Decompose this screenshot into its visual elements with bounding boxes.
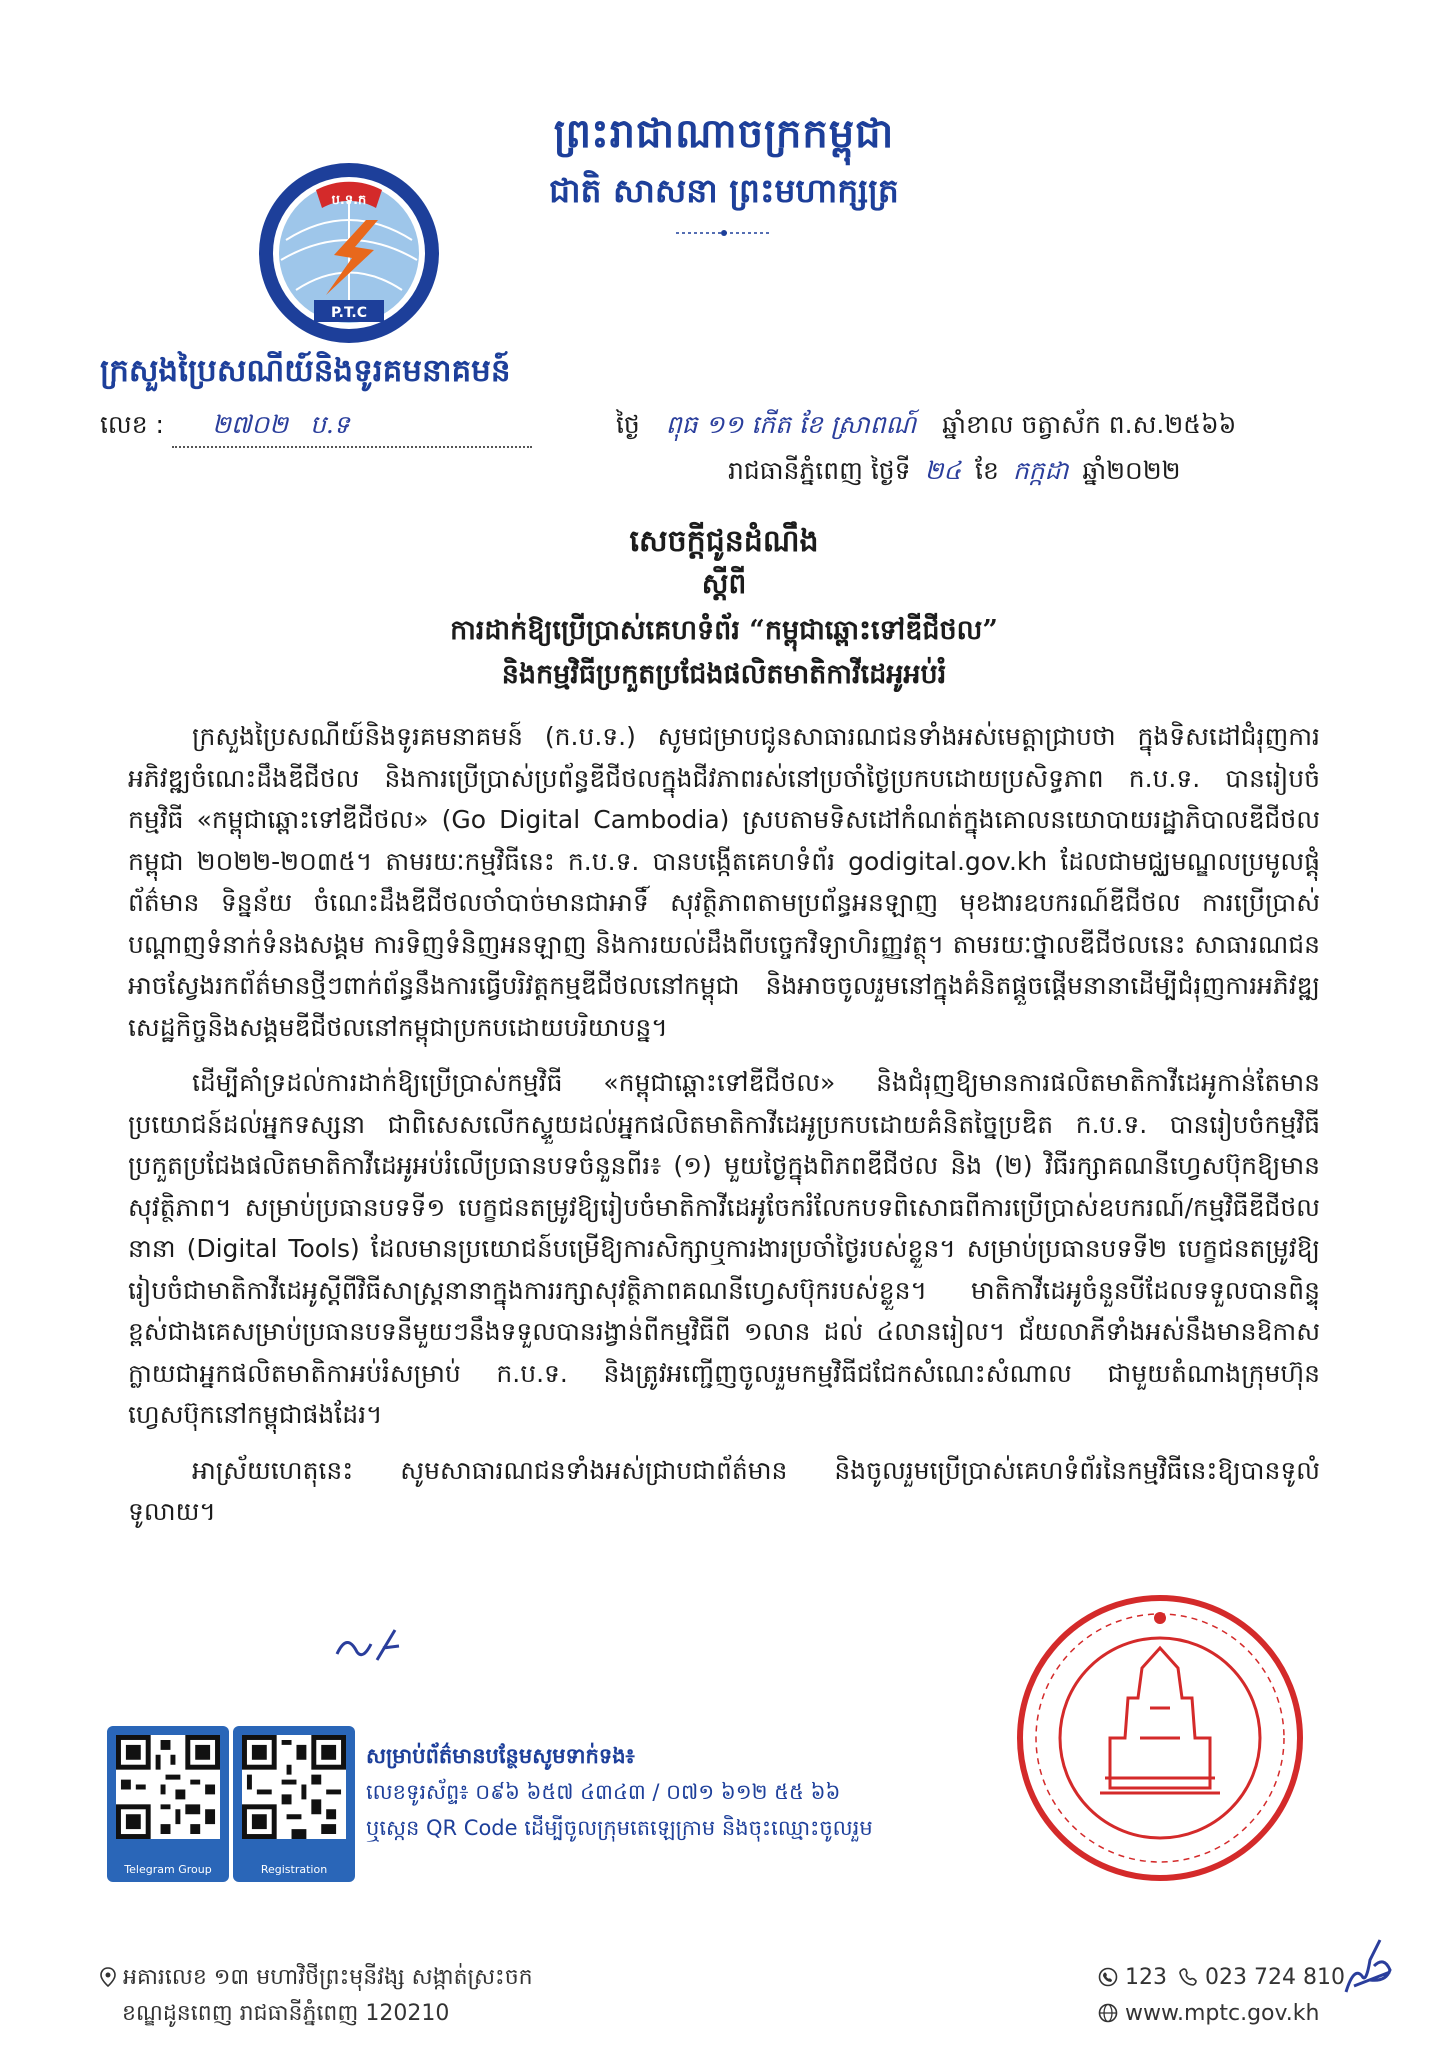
lunar-day: ពុធ ១១ កើត ខែ ស្រាពណ៍ (665, 410, 917, 439)
reference-suffix: ប.ទ (309, 410, 350, 439)
notice-subject-line1: ការដាក់ឱ្យប្រើប្រាស់គេហទំព័រ “កម្ពុជាឆ្ពោះទៅឌីជីថល” (450, 615, 998, 646)
contact-qr-note: ឬស្កេន QR Code ដើម្បីចូលក្រុមតេឡេក្រាម និងចុះឈ្មោះចូលរួម (366, 1816, 873, 1840)
phone-icon (1178, 1967, 1198, 1987)
kingdom-title: ព្រះរាជាណាចក្រកម្ពុជា (553, 110, 895, 157)
contact-phones: លេខទូរស័ព្ទ៖ ០៩៦ ៦៥៧ ៤៣៤៣ / ០៧១ ៦១២ ៥៥ ៦៦ (366, 1780, 841, 1804)
registration-qr-caption: Registration (260, 1863, 328, 1876)
hotline-icon (1098, 1967, 1118, 1987)
telegram-qr-code[interactable] (116, 1735, 220, 1839)
contact-heading: សម្រាប់ព័ត៌មានបន្ថែមសូមទាក់ទង៖ (366, 1744, 635, 1768)
notice-subject-line2: និងកម្មវិធីប្រកួតប្រជែងផលិតមាតិកាវីដេអូអប់រំ (501, 659, 947, 690)
body-paragraph-3: អាស្រ័យហេតុនេះ សូមសាធារណជនទាំងអស់ជ្រាបជាព័ត៌មាន និងចូលរួមប្រើប្រាស់គេហទំព័រនៃកម្មវិធីនេះឱ្យបានទូលំទូលាយ។ (128, 1455, 1320, 1526)
registration-qr-code[interactable] (242, 1735, 346, 1839)
solar-month: កក្កដា (1012, 456, 1069, 485)
lunar-date-line (616, 410, 1236, 446)
solar-month-label: ខែ (975, 456, 999, 485)
body-paragraph-1: ក្រសួងប្រៃសណីយ៍និងទូរគមនាគមន៍ (ក.ប.ទ.) សូមជម្រាបជូនសាធារណជនទាំងអស់មេត្តាជ្រាបថា ក្នុងទិសដៅជំរុញការអភិវឌ្ឍចំណេះដឹងឌីជីថល និងការប្រើប្រាស់ប្រព័ន្ធឌីជីថលក្នុងជីវភាពរស់នៅប្រចាំថ្ងៃប្រកបដោយប្រសិទ្ធភាព ក.ប.ទ. បានរៀបចំកម្មវិធី «កម្ពុជាឆ្ពោះទៅឌីជីថល» (Go Digital Cambodia) ស្របតាមទិសដៅកំណត់ក្នុងគោលនយោបាយរដ្ឋាភិបាលឌីជីថលកម្ពុជា ២០២២-២០៣៥។ តាមរយៈកម្មវិធីនេះ ក.ប.ទ. បានបង្កើតគេហទំព័រ godigital.gov.kh ដែលជាមជ្ឈមណ្ឌលប្រមូលផ្តុំព័ត៌មាន ទិន្នន័យ ចំណេះដឹងឌីជីថលចាំបាច់មានជាអាទិ៍ សុវត្ថិភាពតាមប្រព័ន្ធអនឡាញ មុខងារឧបករណ៍ឌីជីថល ការប្រើប្រាស់បណ្តាញទំនាក់ទំនងសង្គម ការទិញទំនិញអនឡាញ និងការយល់ដឹងពីបច្ចេកវិទ្យាហិរញ្ញវត្ថុ។ តាមរយៈថ្នាលឌីជីថលនេះ សាធារណជនអាចស្វែងរកព័ត៌មានថ្មីៗពាក់ព័ន្ធនឹងការធ្វើបរិវត្តកម្មឌីជីថលនៅកម្ពុជា និងអាចចូលរួមនៅក្នុងគំនិតផ្តួចផ្តើមនានាដើម្បីជំរុញការអភិវឌ្ឍសេដ្ឋកិច្ចនិងសង្គមឌីជីថលនៅកម្ពុជាប្រកបដោយបរិយាបន្ន។ (128, 722, 1320, 1042)
website-link[interactable]: www.mptc.gov.kh (1125, 2001, 1320, 2026)
contact-info (366, 1738, 873, 1846)
footer-contact (1098, 1960, 1345, 2032)
registration-qr-card[interactable] (233, 1726, 355, 1882)
ministry-name: ក្រសួងប្រៃសណីយ៍និងទូរគមនាគមន៍ (100, 353, 511, 389)
hotline-number: 123 (1125, 1965, 1167, 1990)
solar-year: ឆ្នាំ២០២២ (1082, 456, 1181, 485)
address-line-1: អគារលេខ ១៣ មហាវិថីព្រះមុនីវង្ស សង្កាត់ស្រះចក (123, 1965, 533, 1990)
phone-number: 023 724 810 (1205, 1965, 1345, 1990)
kingdom-header (0, 108, 1448, 219)
handwritten-initial (333, 1626, 403, 1666)
reference-label: លេខ : (100, 410, 164, 439)
telegram-qr-card[interactable] (107, 1726, 229, 1882)
solar-date-prefix: រាជធានីភ្នំពេញ ថ្ងៃទី (728, 456, 911, 485)
globe-icon (1098, 2003, 1118, 2023)
footer-address (100, 1960, 533, 2032)
ornament-divider (674, 228, 774, 238)
official-stamp (1010, 1588, 1310, 1888)
location-pin-icon (100, 1967, 116, 1987)
ministry-logo (256, 160, 442, 346)
address-line-2: ខណ្ឌដូនពេញ រាជធានីភ្នំពេញ 120210 (122, 2001, 450, 2026)
reference-number: ២៧០២ (211, 410, 288, 439)
kingdom-motto: ជាតិ សាសនា ព្រះមហាក្សត្រ (549, 171, 899, 210)
lunar-date-prefix: ថ្ងៃ (616, 410, 640, 439)
solar-day: ២៤ (924, 456, 962, 485)
handwritten-signature (1340, 1936, 1396, 2000)
notice-subject-label: ស្តីពី (701, 567, 747, 600)
lunar-year: ឆ្នាំខាល ចត្វាស័ក ព.ស.២៥៦៦ (942, 410, 1237, 439)
reference-line (100, 410, 532, 448)
notice-body (128, 716, 1320, 1547)
telegram-qr-caption: Telegram Group (124, 1863, 212, 1876)
solar-date-line (728, 456, 1181, 492)
notice-title: សេចក្តីជូនដំណឹង (629, 524, 819, 559)
logo-bottom-text: P.T.C (330, 305, 368, 321)
body-paragraph-2: ដើម្បីគាំទ្រដល់ការដាក់ឱ្យប្រើប្រាស់កម្មវិធី «កម្ពុជាឆ្ពោះទៅឌីជីថល» និងជំរុញឱ្យមានការផលិតមាតិកាវីដេអូកាន់តែមានប្រយោជន៍ដល់អ្នកទស្សនា ជាពិសេសលើកស្ទួយដល់អ្នកផលិតមាតិកាវីដេអូប្រកបដោយគំនិតច្នៃប្រឌិត ក.ប.ទ. បានរៀបចំកម្មវិធីប្រកួតប្រជែងផលិតមាតិកាវីដេអូអប់រំលើប្រធានបទចំនួនពីរ៖ (១) មួយថ្ងៃក្នុងពិភពឌីជីថល និង (២) វិធីរក្សាគណនីហ្វេសប៊ុកឱ្យមានសុវត្ថិភាព។ សម្រាប់ប្រធានបទទី១ បេក្ខជនតម្រូវឱ្យរៀបចំមាតិកាវីដេអូចែករំលែកបទពិសោធពីការប្រើប្រាស់ឧបករណ៍/កម្មវិធីឌីជីថលនានា (Digital Tools) ដែលមានប្រយោជន៍បម្រើឱ្យការសិក្សាឬការងារប្រចាំថ្ងៃរបស់ខ្លួន។ សម្រាប់ប្រធានបទទី២ បេក្ខជនតម្រូវឱ្យរៀបចំជាមាតិកាវីដេអូស្តីពីវិធីសាស្ត្រនានាក្នុងការរក្សាសុវត្ថិភាពគណនីហ្វេសប៊ុករបស់ខ្លួន។ មាតិកាវីដេអូចំនួនបីដែលទទួលបានពិន្ទុខ្ពស់ជាងគេសម្រាប់ប្រធានបទនីមួយៗនឹងទទួលបានរង្វាន់ពីកម្មវិធីពី ១លាន ដល់ ៤លានរៀល។ ជ័យលាភីទាំងអស់នឹងមានឱកាសក្លាយជាអ្នកផលិតមាតិកាអប់រំសម្រាប់ ក.ប.ទ. និងត្រូវអញ្ជើញចូលរួមកម្មវិធីជជែកសំណេះសំណាល ជាមួយតំណាងក្រុមហ៊ុនហ្វេសប៊ុកនៅកម្ពុជាផងដែរ។ (128, 1068, 1320, 1429)
logo-top-text: ប.ទ.ក (331, 193, 367, 208)
